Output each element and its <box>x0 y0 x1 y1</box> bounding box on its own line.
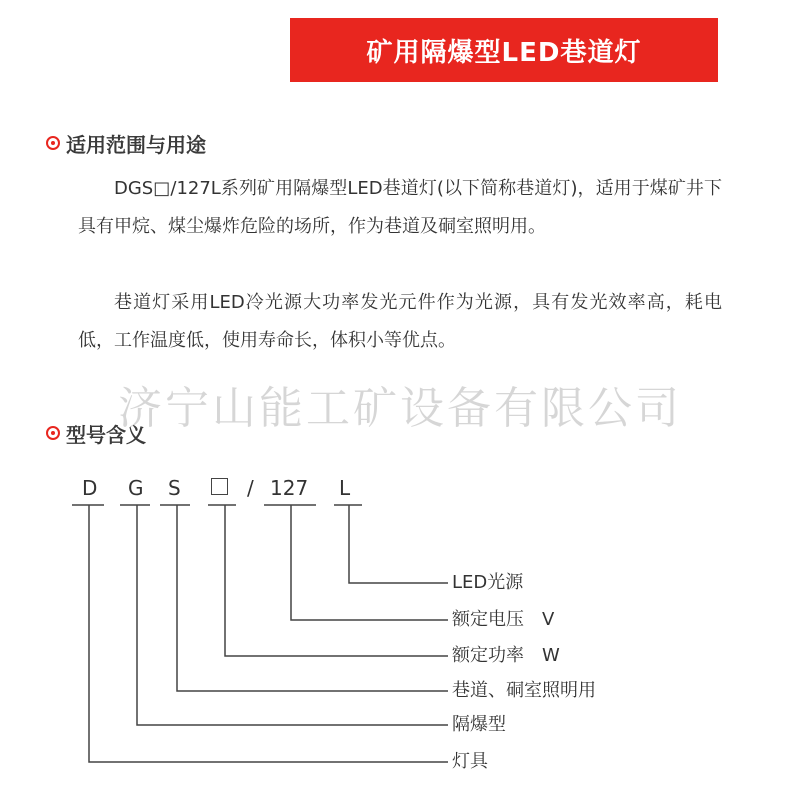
model-char-s: S <box>168 476 181 500</box>
model-char-l: L <box>339 476 351 500</box>
paragraph-scope: DGS□/127L系列矿用隔爆型LED巷道灯(以下简称巷道灯)，适用于煤矿井下具有甲烷、煤尘爆炸危险的场所，作为巷道及硐室照明用。 <box>78 178 722 237</box>
section-heading-scope <box>46 128 206 158</box>
watermark: 济宁山能工矿设备有限公司 <box>118 383 682 434</box>
connector-led <box>349 505 448 583</box>
bullet-circle-icon <box>46 426 60 440</box>
model-placeholder-box <box>211 478 228 495</box>
model-char-d: D <box>82 476 98 500</box>
section-heading-model <box>46 418 146 448</box>
title-banner <box>290 18 718 82</box>
model-char-slash: / <box>247 476 254 500</box>
paragraph-features: 巷道灯采用LED冷光源大功率发光元件作为光源，具有发光效率高，耗电低，工作温度低，使用寿命长，体积小等优点。 <box>78 292 722 351</box>
model-char-g: G <box>128 476 144 500</box>
meaning-lamp: 灯具 <box>452 751 488 772</box>
page-title: 矿用隔爆型LED巷道灯 <box>366 37 642 68</box>
meaning-rated-voltage: 额定电压 V <box>452 609 555 630</box>
connector-lamp <box>89 505 448 762</box>
connector-usage <box>177 505 448 691</box>
section-title: 型号含义 <box>66 422 146 447</box>
meaning-explosion-proof: 隔爆型 <box>452 714 506 735</box>
bullet-circle-icon <box>46 136 60 150</box>
connector-voltage <box>291 505 448 620</box>
section-title: 适用范围与用途 <box>66 132 206 157</box>
connector-power <box>225 505 448 656</box>
meaning-usage: 巷道、硐室照明用 <box>452 680 596 701</box>
meaning-rated-power: 额定功率 W <box>452 645 560 666</box>
meaning-led-source: LED光源 <box>452 572 524 593</box>
connector-explosion <box>137 505 448 725</box>
model-char-voltage: 127 <box>270 476 309 500</box>
